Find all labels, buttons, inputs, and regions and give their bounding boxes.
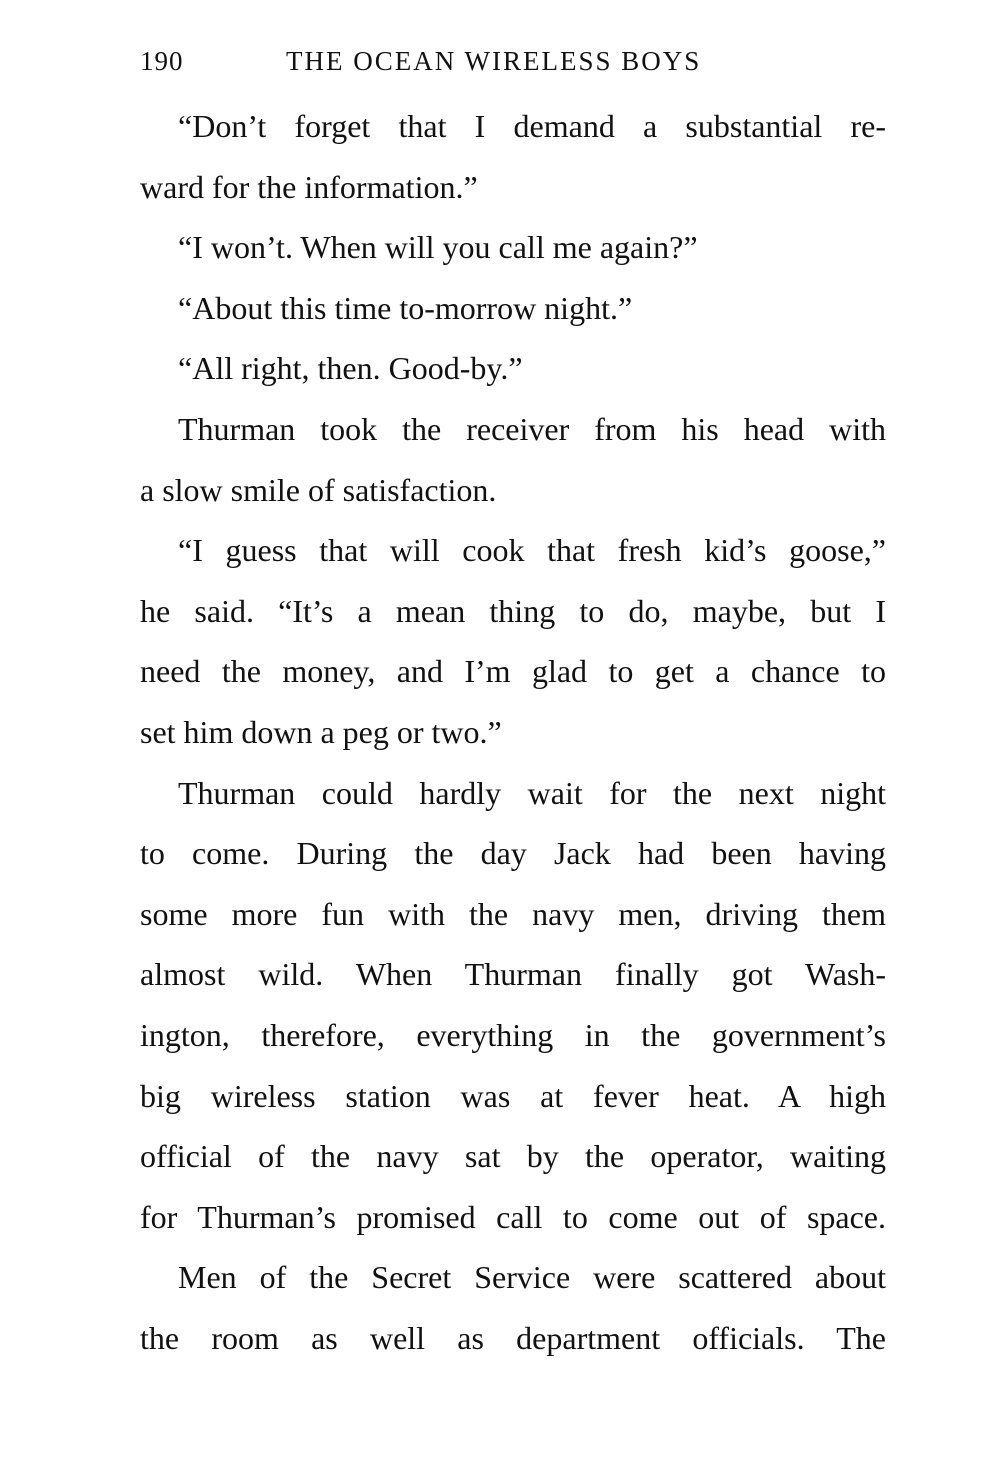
text-line: he said. “It’s a mean thing to do, maybe, but I xyxy=(140,592,886,629)
text-line: “Don’t forget that I demand a substantial re- xyxy=(178,108,886,144)
text-line: ward for the information.” xyxy=(140,168,478,205)
text-line: Thurman took the receiver from his head with xyxy=(178,410,886,447)
text-line: “About this time to-morrow night.” xyxy=(178,289,633,326)
text-line: almost wild. When Thurman finally got Wash- xyxy=(140,956,886,993)
text-line: big wireless station was at fever heat. A high xyxy=(140,1077,886,1114)
text-line: official of the navy sat by the operator, waiting xyxy=(140,1138,886,1175)
text-line: the room as well as department officials. The xyxy=(140,1319,886,1356)
text-line: “All right, then. Good-by.” xyxy=(178,350,523,387)
text-line: to come. During the day Jack had been having xyxy=(140,835,886,872)
text-line: Men of the Secret Service were scattered about xyxy=(178,1259,886,1296)
text-line: ington, therefore, everything in the government’s xyxy=(140,1016,886,1053)
book-title: THE OCEAN WIRELESS BOYS xyxy=(286,46,702,76)
text-line: for Thurman’s promised call to come out of space. xyxy=(140,1198,886,1235)
text-line: a slow smile of satisfaction. xyxy=(140,471,497,508)
text-line: some more fun with the navy men, driving them xyxy=(140,895,886,932)
text-line: need the money, and I’m glad to get a chance to xyxy=(140,653,886,690)
text-line: set him down a peg or two.” xyxy=(140,713,502,750)
page-number: 190 xyxy=(140,46,184,76)
text-line: “I won’t. When will you call me again?” xyxy=(178,229,698,266)
text-line: “I guess that will cook that fresh kid’s goose,” xyxy=(178,532,886,569)
text-line: Thurman could hardly wait for the next night xyxy=(178,774,886,811)
body-text xyxy=(140,96,886,1368)
running-head xyxy=(140,46,886,82)
